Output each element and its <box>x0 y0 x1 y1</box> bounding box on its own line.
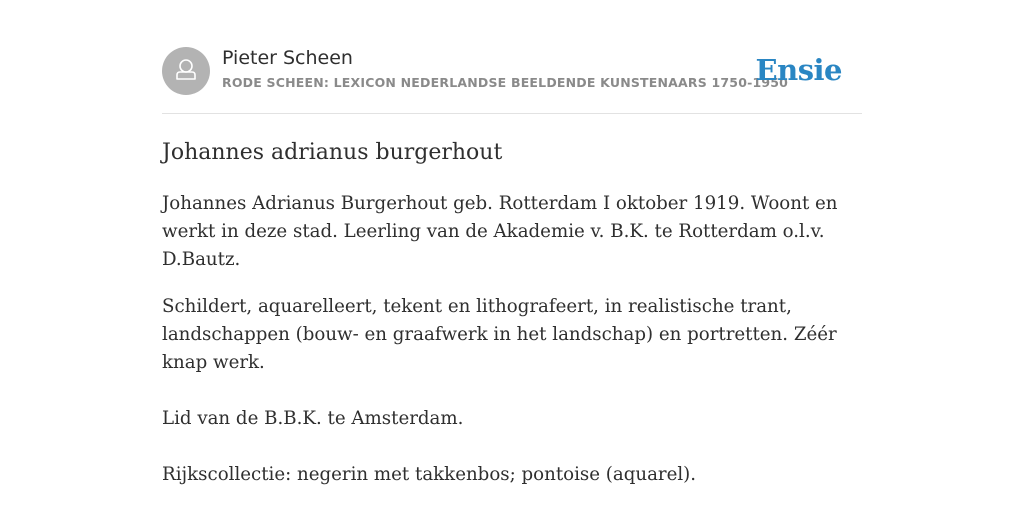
author-header <box>162 46 862 96</box>
article-paragraph: Johannes Adrianus Burgerhout geb. Rotterdam I oktober 1919. Woont en werkt in deze stad. Leerling van de Akademie v. B.K. te Rotterdam o.l.v. D.Bautz. <box>162 193 838 270</box>
article-body <box>162 190 866 508</box>
article-paragraph: Schildert, aquarelleert, tekent en lithografeert, in realistische trant, landschappen (bouw- en graafwerk in het landschap) en portretten. Zéér knap werk. <box>162 296 837 373</box>
article-paragraph: Lid van de B.B.K. te Amsterdam. <box>162 408 464 429</box>
article-title: Johannes adrianus burgerhout <box>162 140 503 165</box>
header-divider <box>162 113 862 114</box>
source-title[interactable]: RODE SCHEEN: LEXICON NEDERLANDSE BEELDENDE KUNSTENAARS 1750-1950 <box>222 75 789 90</box>
ensie-logo[interactable]: Ensie <box>755 53 842 87</box>
person-outline-icon <box>162 47 210 95</box>
article-paragraph: Rijkscollectie: negerin met takkenbos; pontoise (aquarel). <box>162 464 697 485</box>
author-name[interactable]: Pieter Scheen <box>222 47 353 69</box>
user-avatar-icon[interactable] <box>162 47 210 95</box>
